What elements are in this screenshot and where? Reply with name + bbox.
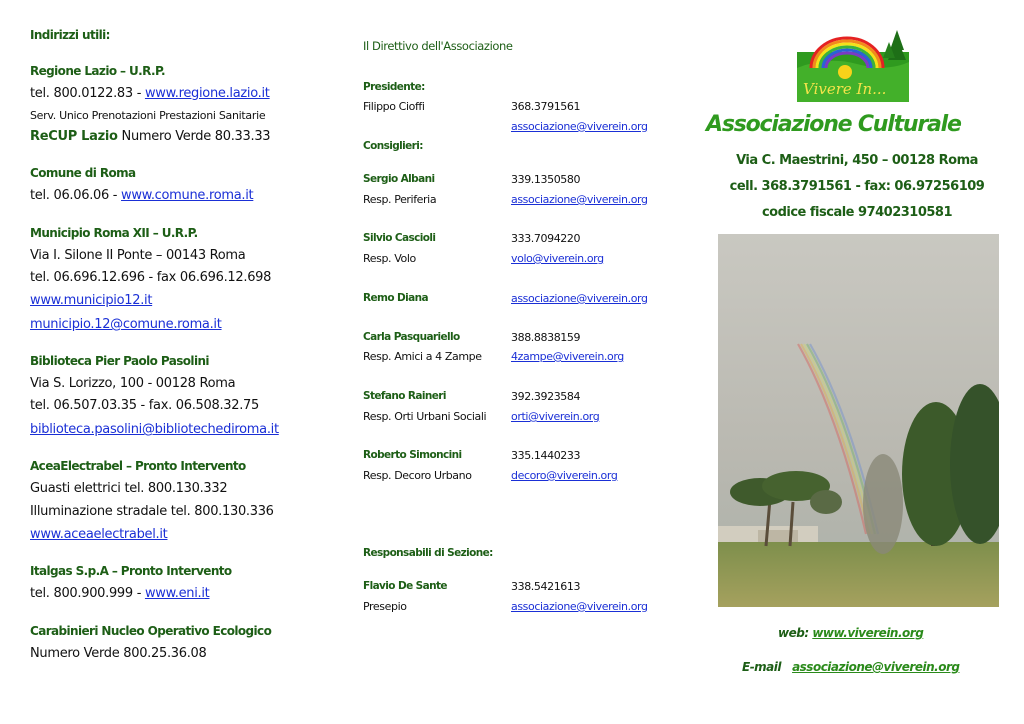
biblioteca-address: Via S. Lorizzo, 100 - 00128 Roma — [30, 376, 236, 391]
recup-line — [30, 129, 270, 144]
municipio-title: Municipio Roma XII – U.R.P. — [30, 226, 198, 240]
member-email-link[interactable]: associazione@viverein.org — [511, 292, 648, 305]
member-name: Carla Pasquariello — [363, 331, 460, 343]
member-email-link[interactable]: associazione@viverein.org — [511, 193, 648, 206]
comune-title: Comune di Roma — [30, 166, 136, 180]
member-email-link[interactable]: decoro@viverein.org — [511, 469, 618, 482]
website-link[interactable]: www.viverein.org — [812, 626, 924, 640]
acea-link[interactable]: www.aceaelectrabel.it — [30, 527, 168, 542]
member-name: Stefano Raineri — [363, 390, 446, 402]
email-label: E-mail — [742, 660, 782, 674]
member-phone: 335.1440233 — [511, 449, 581, 462]
comune-roma-link[interactable]: www.comune.roma.it — [121, 188, 254, 203]
fiscal-code: codice fiscale 97402310581 — [761, 205, 953, 220]
member-name: Remo Diana — [363, 292, 428, 304]
member-email-link[interactable]: orti@viverein.org — [511, 410, 600, 423]
italgas-title: Italgas S.p.A – Pronto Intervento — [30, 564, 232, 578]
president-name: Filippo Cioffi — [363, 100, 425, 113]
email-link[interactable]: associazione@viverein.org — [792, 660, 960, 674]
board-heading: Il Direttivo dell'Associazione — [363, 39, 513, 53]
member-role: Resp. Amici a 4 Zampe — [363, 350, 482, 363]
section-head-role: Presepio — [363, 600, 407, 613]
member-email-link[interactable]: volo@viverein.org — [511, 252, 604, 265]
municipio-address: Via I. Silone II Ponte – 00143 Roma — [30, 248, 246, 263]
member-phone: 333.7094220 — [511, 232, 581, 245]
acea-title: AceaElectrabel – Pronto Intervento — [30, 459, 246, 473]
member-phone: 388.8838159 — [511, 331, 581, 344]
municipio-email-link[interactable]: municipio.12@comune.roma.it — [30, 317, 222, 332]
carabinieri-number: Numero Verde 800.25.36.08 — [30, 646, 207, 661]
member-phone: 392.3923584 — [511, 390, 581, 403]
email-line — [742, 660, 959, 674]
president-email-link[interactable]: associazione@viverein.org — [511, 120, 648, 133]
recup-label: ReCUP Lazio — [30, 129, 118, 144]
member-role: Resp. Volo — [363, 252, 416, 265]
eni-link[interactable]: www.eni.it — [144, 586, 210, 601]
biblioteca-tel: tel. 06.507.03.35 - fax. 06.508.32.75 — [30, 398, 260, 413]
logo-text: Vivere In... — [803, 80, 887, 98]
useful-addresses-heading: Indirizzi utili: — [30, 28, 110, 42]
biblioteca-email-link[interactable]: biblioteca.pasolini@bibliotechediroma.it — [30, 422, 279, 437]
urp-tel-line — [30, 86, 270, 101]
member-role: Resp. Decoro Urbano — [363, 469, 472, 482]
rainbow-landscape-photo — [718, 234, 999, 607]
italgas-tel: tel. 800.900.999 - — [30, 586, 145, 601]
section-heads-label: Responsabili di Sezione: — [363, 547, 493, 559]
recup-number: Numero Verde 80.33.33 — [117, 129, 271, 144]
association-phones: cell. 368.3791561 - fax: 06.97256109 — [729, 179, 985, 194]
section-head-email-link[interactable]: associazione@viverein.org — [511, 600, 648, 613]
urp-tel: tel. 800.0122.83 - — [30, 86, 145, 101]
member-phone: 339.1350580 — [511, 173, 581, 186]
acea-line-2: Illuminazione stradale tel. 800.130.336 — [30, 504, 274, 519]
comune-tel: tel. 06.06.06 - — [30, 188, 122, 203]
member-name: Roberto Simoncini — [363, 449, 462, 461]
member-name: Silvio Cascioli — [363, 232, 436, 244]
member-role: Resp. Periferia — [363, 193, 437, 206]
vivere-in-logo — [797, 28, 909, 102]
carabinieri-title: Carabinieri Nucleo Operativo Ecologico — [30, 624, 272, 638]
web-label: web: — [778, 626, 809, 640]
councillors-label: Consiglieri: — [363, 140, 423, 152]
member-role: Resp. Orti Urbani Sociali — [363, 410, 487, 423]
web-line — [778, 626, 923, 640]
biblioteca-title: Biblioteca Pier Paolo Pasolini — [30, 354, 209, 368]
member-email-link[interactable]: 4zampe@viverein.org — [511, 350, 624, 363]
member-name: Sergio Albani — [363, 173, 435, 185]
association-title: Associazione Culturale — [706, 112, 961, 137]
urp-title: Regione Lazio – U.R.P. — [30, 64, 165, 78]
municipio-link[interactable]: www.municipio12.it — [30, 293, 153, 308]
municipio-tel: tel. 06.696.12.696 - fax 06.696.12.698 — [30, 270, 272, 285]
urp-service: Serv. Unico Prenotazioni Prestazioni Sanitarie — [30, 109, 266, 122]
association-address: Via C. Maestrini, 450 – 00128 Roma — [736, 153, 978, 168]
president-phone: 368.3791561 — [511, 100, 581, 113]
acea-line-1: Guasti elettrici tel. 800.130.332 — [30, 481, 228, 496]
section-head-name: Flavio De Sante — [363, 580, 447, 592]
president-label: Presidente: — [363, 81, 425, 93]
comune-tel-line — [30, 188, 253, 203]
italgas-tel-line — [30, 586, 209, 601]
regione-lazio-link[interactable]: www.regione.lazio.it — [144, 86, 270, 101]
section-head-phone: 338.5421613 — [511, 580, 581, 593]
